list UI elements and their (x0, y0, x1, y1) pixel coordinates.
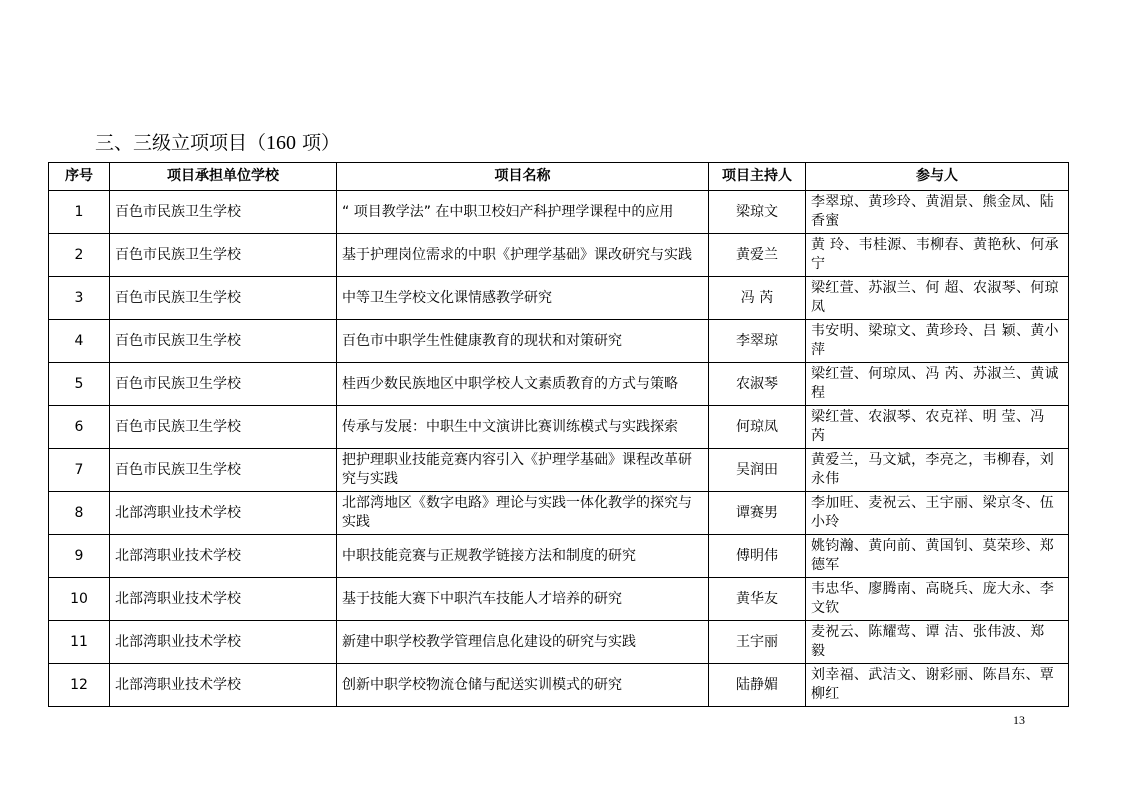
cell-participants: 姚钧瀚、黄向前、黄国钊、莫荣珍、郑德军 (806, 535, 1069, 578)
cell-school: 百色市民族卫生学校 (110, 320, 337, 363)
cell-participants: 李翠琼、黄珍玲、黄湄景、熊金凤、陆香蜜 (806, 191, 1069, 234)
table-header-row (49, 163, 1069, 191)
table-row (49, 535, 1069, 578)
cell-school: 百色市民族卫生学校 (110, 406, 337, 449)
header-school: 项目承担单位学校 (110, 163, 337, 191)
cell-project-name: 百色市中职学生性健康教育的现状和对策研究 (337, 320, 709, 363)
cell-index: 3 (49, 277, 110, 320)
cell-school: 北部湾职业技术学校 (110, 664, 337, 707)
cell-participants: 梁红萱、农淑琴、农克祥、明 莹、冯 芮 (806, 406, 1069, 449)
table-row (49, 406, 1069, 449)
cell-host: 谭赛男 (709, 492, 806, 535)
cell-index: 9 (49, 535, 110, 578)
cell-index: 7 (49, 449, 110, 492)
cell-participants: 麦祝云、陈耀莺、谭 洁、张伟波、郑 毅 (806, 621, 1069, 664)
cell-school: 北部湾职业技术学校 (110, 492, 337, 535)
table-row (49, 621, 1069, 664)
table-row (49, 578, 1069, 621)
table-row (49, 664, 1069, 707)
cell-index: 5 (49, 363, 110, 406)
cell-index: 6 (49, 406, 110, 449)
table-row (49, 234, 1069, 277)
cell-host: 梁琼文 (709, 191, 806, 234)
header-participants: 参与人 (806, 163, 1069, 191)
cell-project-name: 把护理职业技能竞赛内容引入《护理学基础》课程改革研究与实践 (337, 449, 709, 492)
cell-host: 李翠琼 (709, 320, 806, 363)
cell-index: 1 (49, 191, 110, 234)
cell-project-name: 桂西少数民族地区中职学校人文素质教育的方式与策略 (337, 363, 709, 406)
cell-participants: 黄爱兰，马文斌，李亮之，韦柳春，刘永伟 (806, 449, 1069, 492)
cell-participants: 韦忠华、廖腾南、高晓兵、庞大永、李文钦 (806, 578, 1069, 621)
section-heading: 三、三级立项项目（ (95, 132, 267, 154)
cell-host: 农淑琴 (709, 363, 806, 406)
cell-school: 百色市民族卫生学校 (110, 191, 337, 234)
header-project-name: 项目名称 (337, 163, 709, 191)
section-title (95, 128, 340, 155)
cell-project-name: “ 项目教学法” 在中职卫校妇产科护理学课程中的应用 (337, 191, 709, 234)
cell-index: 2 (49, 234, 110, 277)
cell-school: 百色市民族卫生学校 (110, 234, 337, 277)
cell-participants: 梁红萱、苏淑兰、何 超、农淑琴、何琼凤 (806, 277, 1069, 320)
header-index: 序号 (49, 163, 110, 191)
cell-school: 北部湾职业技术学校 (110, 578, 337, 621)
cell-school: 北部湾职业技术学校 (110, 535, 337, 578)
cell-project-name: 中等卫生学校文化课情感教学研究 (337, 277, 709, 320)
table-row (49, 492, 1069, 535)
cell-participants: 刘幸福、武洁文、谢彩丽、陈昌东、覃柳红 (806, 664, 1069, 707)
cell-index: 11 (49, 621, 110, 664)
cell-host: 何琼凤 (709, 406, 806, 449)
table-row (49, 449, 1069, 492)
cell-project-name: 中职技能竞赛与正规教学链接方法和制度的研究 (337, 535, 709, 578)
section-count: 160 (266, 132, 297, 154)
cell-school: 百色市民族卫生学校 (110, 363, 337, 406)
cell-school: 北部湾职业技术学校 (110, 621, 337, 664)
cell-host: 傅明伟 (709, 535, 806, 578)
cell-project-name: 基于护理岗位需求的中职《护理学基础》课改研究与实践 (337, 234, 709, 277)
cell-school: 百色市民族卫生学校 (110, 277, 337, 320)
cell-host: 吴润田 (709, 449, 806, 492)
cell-participants: 韦安明、梁琼文、黄珍玲、吕 颖、黄小萍 (806, 320, 1069, 363)
table-row (49, 191, 1069, 234)
cell-project-name: 北部湾地区《数字电路》理论与实践一体化教学的探究与实践 (337, 492, 709, 535)
cell-participants: 黄 玲、韦桂源、韦柳春、黄艳秋、何承宁 (806, 234, 1069, 277)
cell-host: 黄华友 (709, 578, 806, 621)
cell-participants: 李加旺、麦祝云、王宇丽、梁京冬、伍小玲 (806, 492, 1069, 535)
cell-index: 4 (49, 320, 110, 363)
cell-project-name: 创新中职学校物流仓储与配送实训模式的研究 (337, 664, 709, 707)
page-number: 13 (1013, 713, 1025, 727)
cell-project-name: 传承与发展：中职生中文演讲比赛训练模式与实践探索 (337, 406, 709, 449)
cell-host: 王宇丽 (709, 621, 806, 664)
projects-table (48, 162, 1069, 707)
cell-index: 12 (49, 664, 110, 707)
cell-project-name: 新建中职学校教学管理信息化建设的研究与实践 (337, 621, 709, 664)
table-row (49, 277, 1069, 320)
table-row (49, 320, 1069, 363)
cell-host: 陆静媚 (709, 664, 806, 707)
section-heading-end: 项） (296, 132, 341, 154)
cell-participants: 梁红萱、何琼凤、冯 芮、苏淑兰、黄诚程 (806, 363, 1069, 406)
header-host: 项目主持人 (709, 163, 806, 191)
cell-project-name: 基于技能大赛下中职汽车技能人才培养的研究 (337, 578, 709, 621)
cell-school: 百色市民族卫生学校 (110, 449, 337, 492)
cell-host: 黄爱兰 (709, 234, 806, 277)
cell-host: 冯 芮 (709, 277, 806, 320)
cell-index: 10 (49, 578, 110, 621)
table-row (49, 363, 1069, 406)
cell-index: 8 (49, 492, 110, 535)
